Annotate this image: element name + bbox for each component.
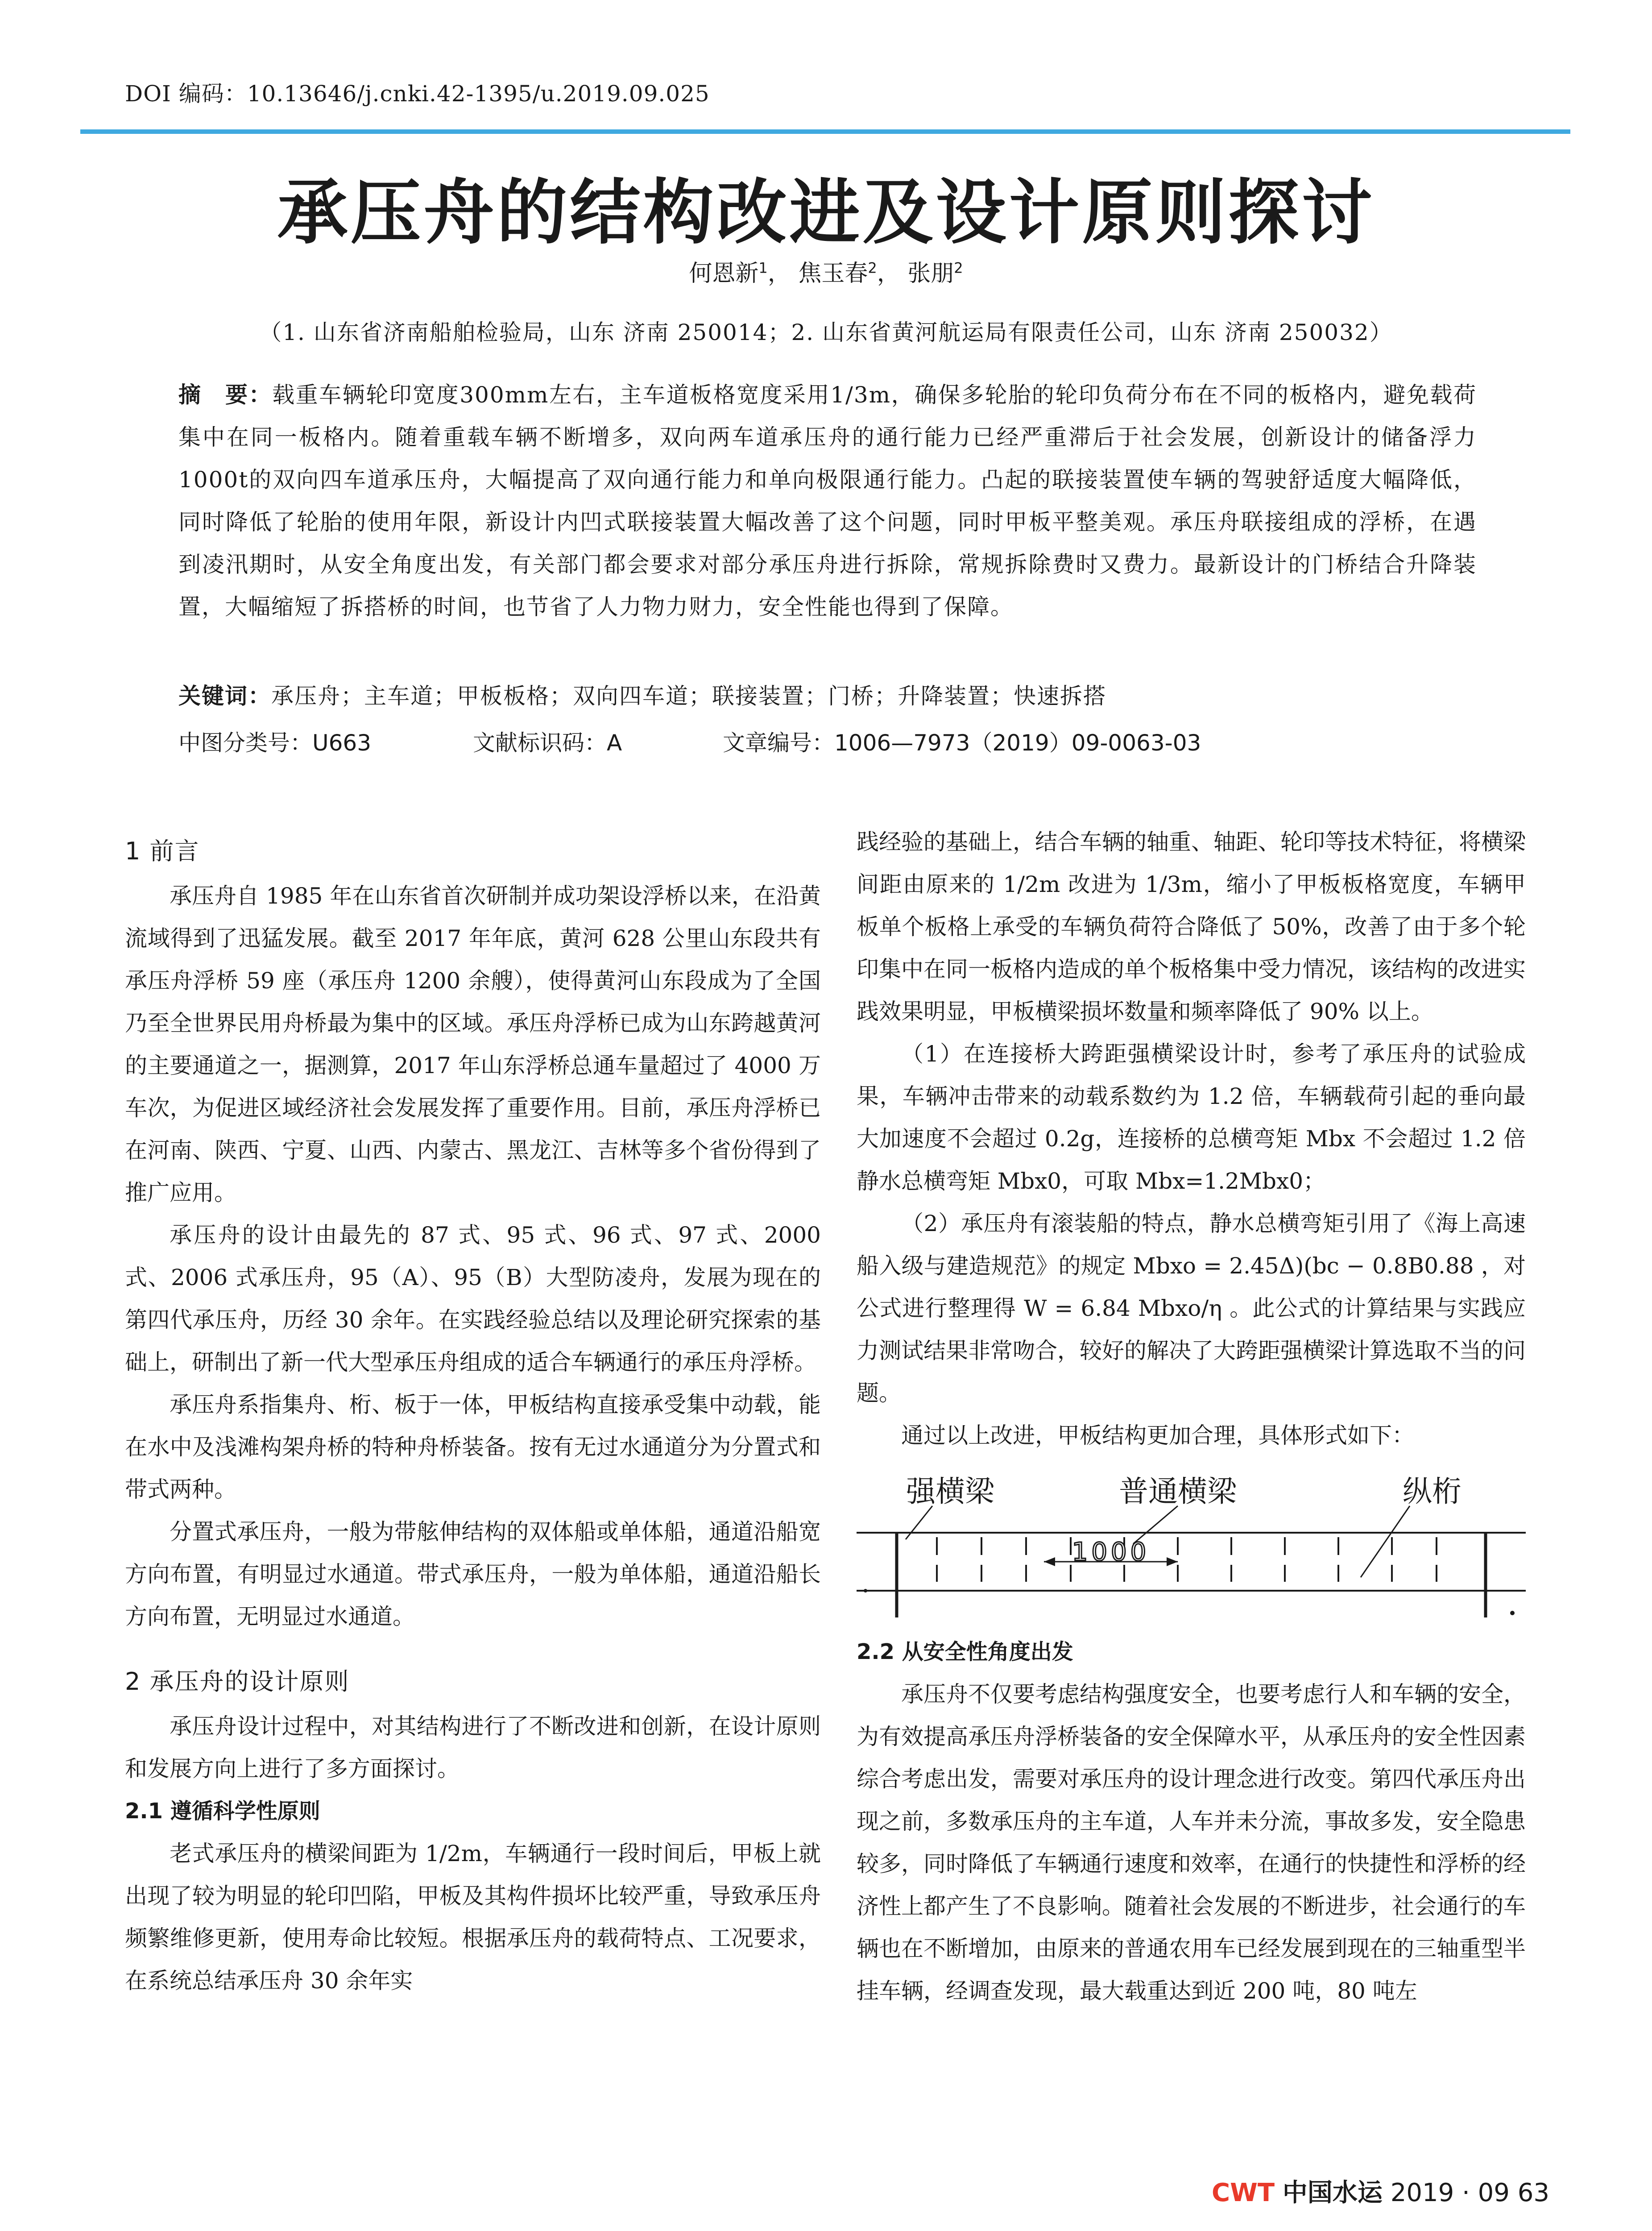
section-heading: 1 前言 [125, 837, 200, 865]
dimension-arrow [1044, 1557, 1055, 1566]
deck-structure-figure [857, 1461, 1526, 1631]
author-name: 焦玉春 [798, 260, 868, 287]
paragraph: 践经验的基础上，结合车辆的轴重、轴距、轮印等技术特征，将横梁间距由原来的 1/2m 改进为 1/3m，缩小了甲板板格宽度，车辆甲板单个板格上承受的车辆负荷符合降低了 50%，改善了由于多个轮印集中在同一板格内造成的单个板格集中受力情况，该结构的改进实践效果明显，甲板横梁损坏数量和频率降低了 90% 以上。 [857, 829, 1526, 1024]
author-name: 何恩新 [689, 260, 759, 287]
section-heading: 2 承压舟的设计原则 [125, 1667, 350, 1696]
affiliations: （1. 山东省济南船舶检验局，山东 济南 250014；2. 山东省黄河航运局有限责任公司，山东 济南 250032） [259, 319, 1393, 345]
paragraph: 承压舟设计过程中，对其结构进行了不断改进和创新，在设计原则和发展方向上进行了多方面探讨。 [125, 1713, 821, 1782]
article-number: 文章编号：1006—7973（2019）09-0063-03 [723, 730, 1201, 756]
journal-logo-cwt: CWT [1212, 2178, 1275, 2207]
abstract [178, 374, 1477, 628]
keywords [178, 678, 1477, 710]
journal-name: 中国水运 [1282, 2178, 1383, 2207]
author-affil-mark: 1 [758, 259, 768, 277]
author-list: 何恩新$^1$， 焦玉春$^2$， 张朋$^2$ [689, 259, 963, 287]
dimension-arrow [1167, 1557, 1178, 1566]
subsection-heading: 2.1 遵循科学性原则 [125, 1799, 320, 1824]
leader-line-longitudinal [1361, 1506, 1410, 1577]
deck-structure-diagram [857, 1461, 1526, 1631]
left-column [125, 821, 821, 2002]
issue-number: 2019 · 09 [1390, 2178, 1510, 2207]
paragraph: 分置式承压舟，一般为带舷伸结构的双体船或单体船，通道沿船宽方向布置，有明显过水通道。带式承压舟，一般为单体船，通道沿船长方向布置，无明显过水通道。 [125, 1519, 821, 1630]
page-footer [1212, 2173, 1549, 2209]
paragraph: 老式承压舟的横梁间距为 1/2m，车辆通行一段时间后，甲板上就出现了较为明显的轮印凹陷，甲板及其构件损坏比较严重，导致承压舟频繁维修更新，使用寿命比较短。根据承压舟的载荷特点、工况要求，在系统总结承压舟 30 余年实 [125, 1841, 821, 1994]
document-code: 文献标识码：A [473, 730, 622, 756]
spacing-dimension: 1000 [1072, 1538, 1150, 1567]
paragraph: 承压舟不仅要考虑结构强度安全，也要考虑行人和车辆的安全，为有效提高承压舟浮桥装备的安全保障水平，从承压舟的安全性因素综合考虑出发，需要对承压舟的设计理念进行改变。第四代承压舟出现之前，多数承压舟的主车道，人车并未分流，事故多发，安全隐患较多，同时降低了车辆通行速度和效率，在通行的快捷性和浮桥的经济性上都产生了不良影响。随着社会发展的不断进步，社会通行的车辆也在不断增加，由原来的普通农用车已经发展到现在的三轴重型半挂车辆，经调查发现，最大载重达到近 200 吨，80 吨左 [857, 1681, 1526, 2004]
page-number: 63 [1517, 2178, 1549, 2207]
author-affil-mark: 2 [954, 259, 963, 277]
right-column [857, 821, 1526, 2012]
paragraph: （1）在连接桥大跨距强横梁设计时，参考了承压舟的试验成果，车辆冲击带来的动载系数约为 1.2 倍，车辆载荷引起的垂向最大加速度不会超过 0.2g，连接桥的总横弯矩 Mbx 不会超过 1.2 倍静水总横弯矩 Mbx0，可取 Mbx=1.2Mbx0； [857, 1041, 1526, 1194]
label-longitudinal-girder: 纵桁 [1403, 1474, 1462, 1509]
paragraph: （2）承压舟有滚装船的特点，静水总横弯矩引用了《海上高速船入级与建造规范》的规定 Mbxo = 2.45Δ)(bc − 0.8B0.88 ，对公式进行整理得 W = 6.84 Mbxo/η 。此公式的计算结果与实践应力测试结果非常吻合，较好的解决了大跨距强横梁计算选取不当的问题。 [857, 1211, 1526, 1406]
abstract-text: 载重车辆轮印宽度300mm左右，主车道板格宽度采用1/3m，确保多轮胎的轮印负荷分布在不同的板格内，避免载荷集中在同一板格内。随着重载车辆不断增多，双向两车道承压舟的通行能力已经严重滞后于社会发展，创新设计的储备浮力1000t的双向四车道承压舟，大幅提高了双向通行能力和单向极限通行能力。凸起的联接装置使车辆的驾驶舒适度大幅降低，同时降低了轮胎的使用年限，新设计内凹式联接装置大幅改善了这个问题，同时甲板平整美观。承压舟联接组成的浮桥，在遇到凌汛期时，从安全角度出发，有关部门都会要求对部分承压舟进行拆除，常规拆除费时又费力。最新设计的门桥结合升降装置，大幅缩短了拆搭桥的时间，也节省了人力物力财力，安全性能也得到了保障。 [178, 382, 1477, 620]
subsection-heading: 2.2 从安全性角度出发 [857, 1639, 1073, 1664]
doi-line: DOI 编码：10.13646/j.cnki.42-1395/u.2019.09.025 [125, 81, 710, 107]
label-strong-beam: 强横梁 [906, 1474, 994, 1509]
leader-line-normal [1133, 1506, 1178, 1544]
paper-title: 承压舟的结构改进及设计原则探讨 [277, 171, 1375, 254]
author-affil-mark: 2 [868, 259, 877, 277]
keywords-label: 关键词： [178, 683, 271, 709]
author-name: 张朋 [907, 260, 954, 287]
figure-dot [864, 1589, 867, 1592]
abstract-label: 摘 要： [178, 382, 273, 408]
paragraph: 通过以上改进，甲板结构更加合理，具体形式如下： [901, 1422, 1414, 1448]
label-normal-beam: 普通横梁 [1119, 1474, 1237, 1509]
paragraph: 承压舟系指集舟、桁、板于一体，甲板结构直接承受集中动载，能在水中及浅滩构架舟桥的特种舟桥装备。按有无过水通道分为分置式和带式两种。 [125, 1392, 821, 1502]
figure-dot [1510, 1611, 1515, 1615]
leader-line-strong [906, 1506, 932, 1539]
paragraph: 承压舟自 1985 年在山东省首次研制并成功架设浮桥以来，在沿黄流域得到了迅猛发展。截至 2017 年年底，黄河 628 公里山东段共有承压舟浮桥 59 座（承压舟 1200 余艘），使得黄河山东段成为了全国乃至全世界民用舟桥最为集中的区域。承压舟浮桥已成为山东跨越黄河的主要通道之一，据测算，2017 年山东浮桥总通车量超过了 4000 万车次，为促进区域经济社会发展发挥了重要作用。目前，承压舟浮桥已在河南、陕西、宁夏、山西、内蒙古、黑龙江、吉林等多个省份得到了推广应用。 [125, 883, 821, 1206]
clc-number: 中图分类号：U663 [178, 730, 372, 756]
paragraph: 承压舟的设计由最先的 87 式、95 式、96 式、97 式、2000 式、2006 式承压舟，95（A）、95（B）大型防凌舟，发展为现在的第四代承压舟，历经 30 余年。在实践经验总结以及理论研究探索的基础上，研制出了新一代大型承压舟组成的适合车辆通行的承压舟浮桥。 [125, 1222, 821, 1375]
keywords-text: 承压舟；主车道；甲板板格；双向四车道；联接装置；门桥；升降装置；快速拆搭 [271, 683, 1106, 709]
header-rule [80, 129, 1570, 134]
